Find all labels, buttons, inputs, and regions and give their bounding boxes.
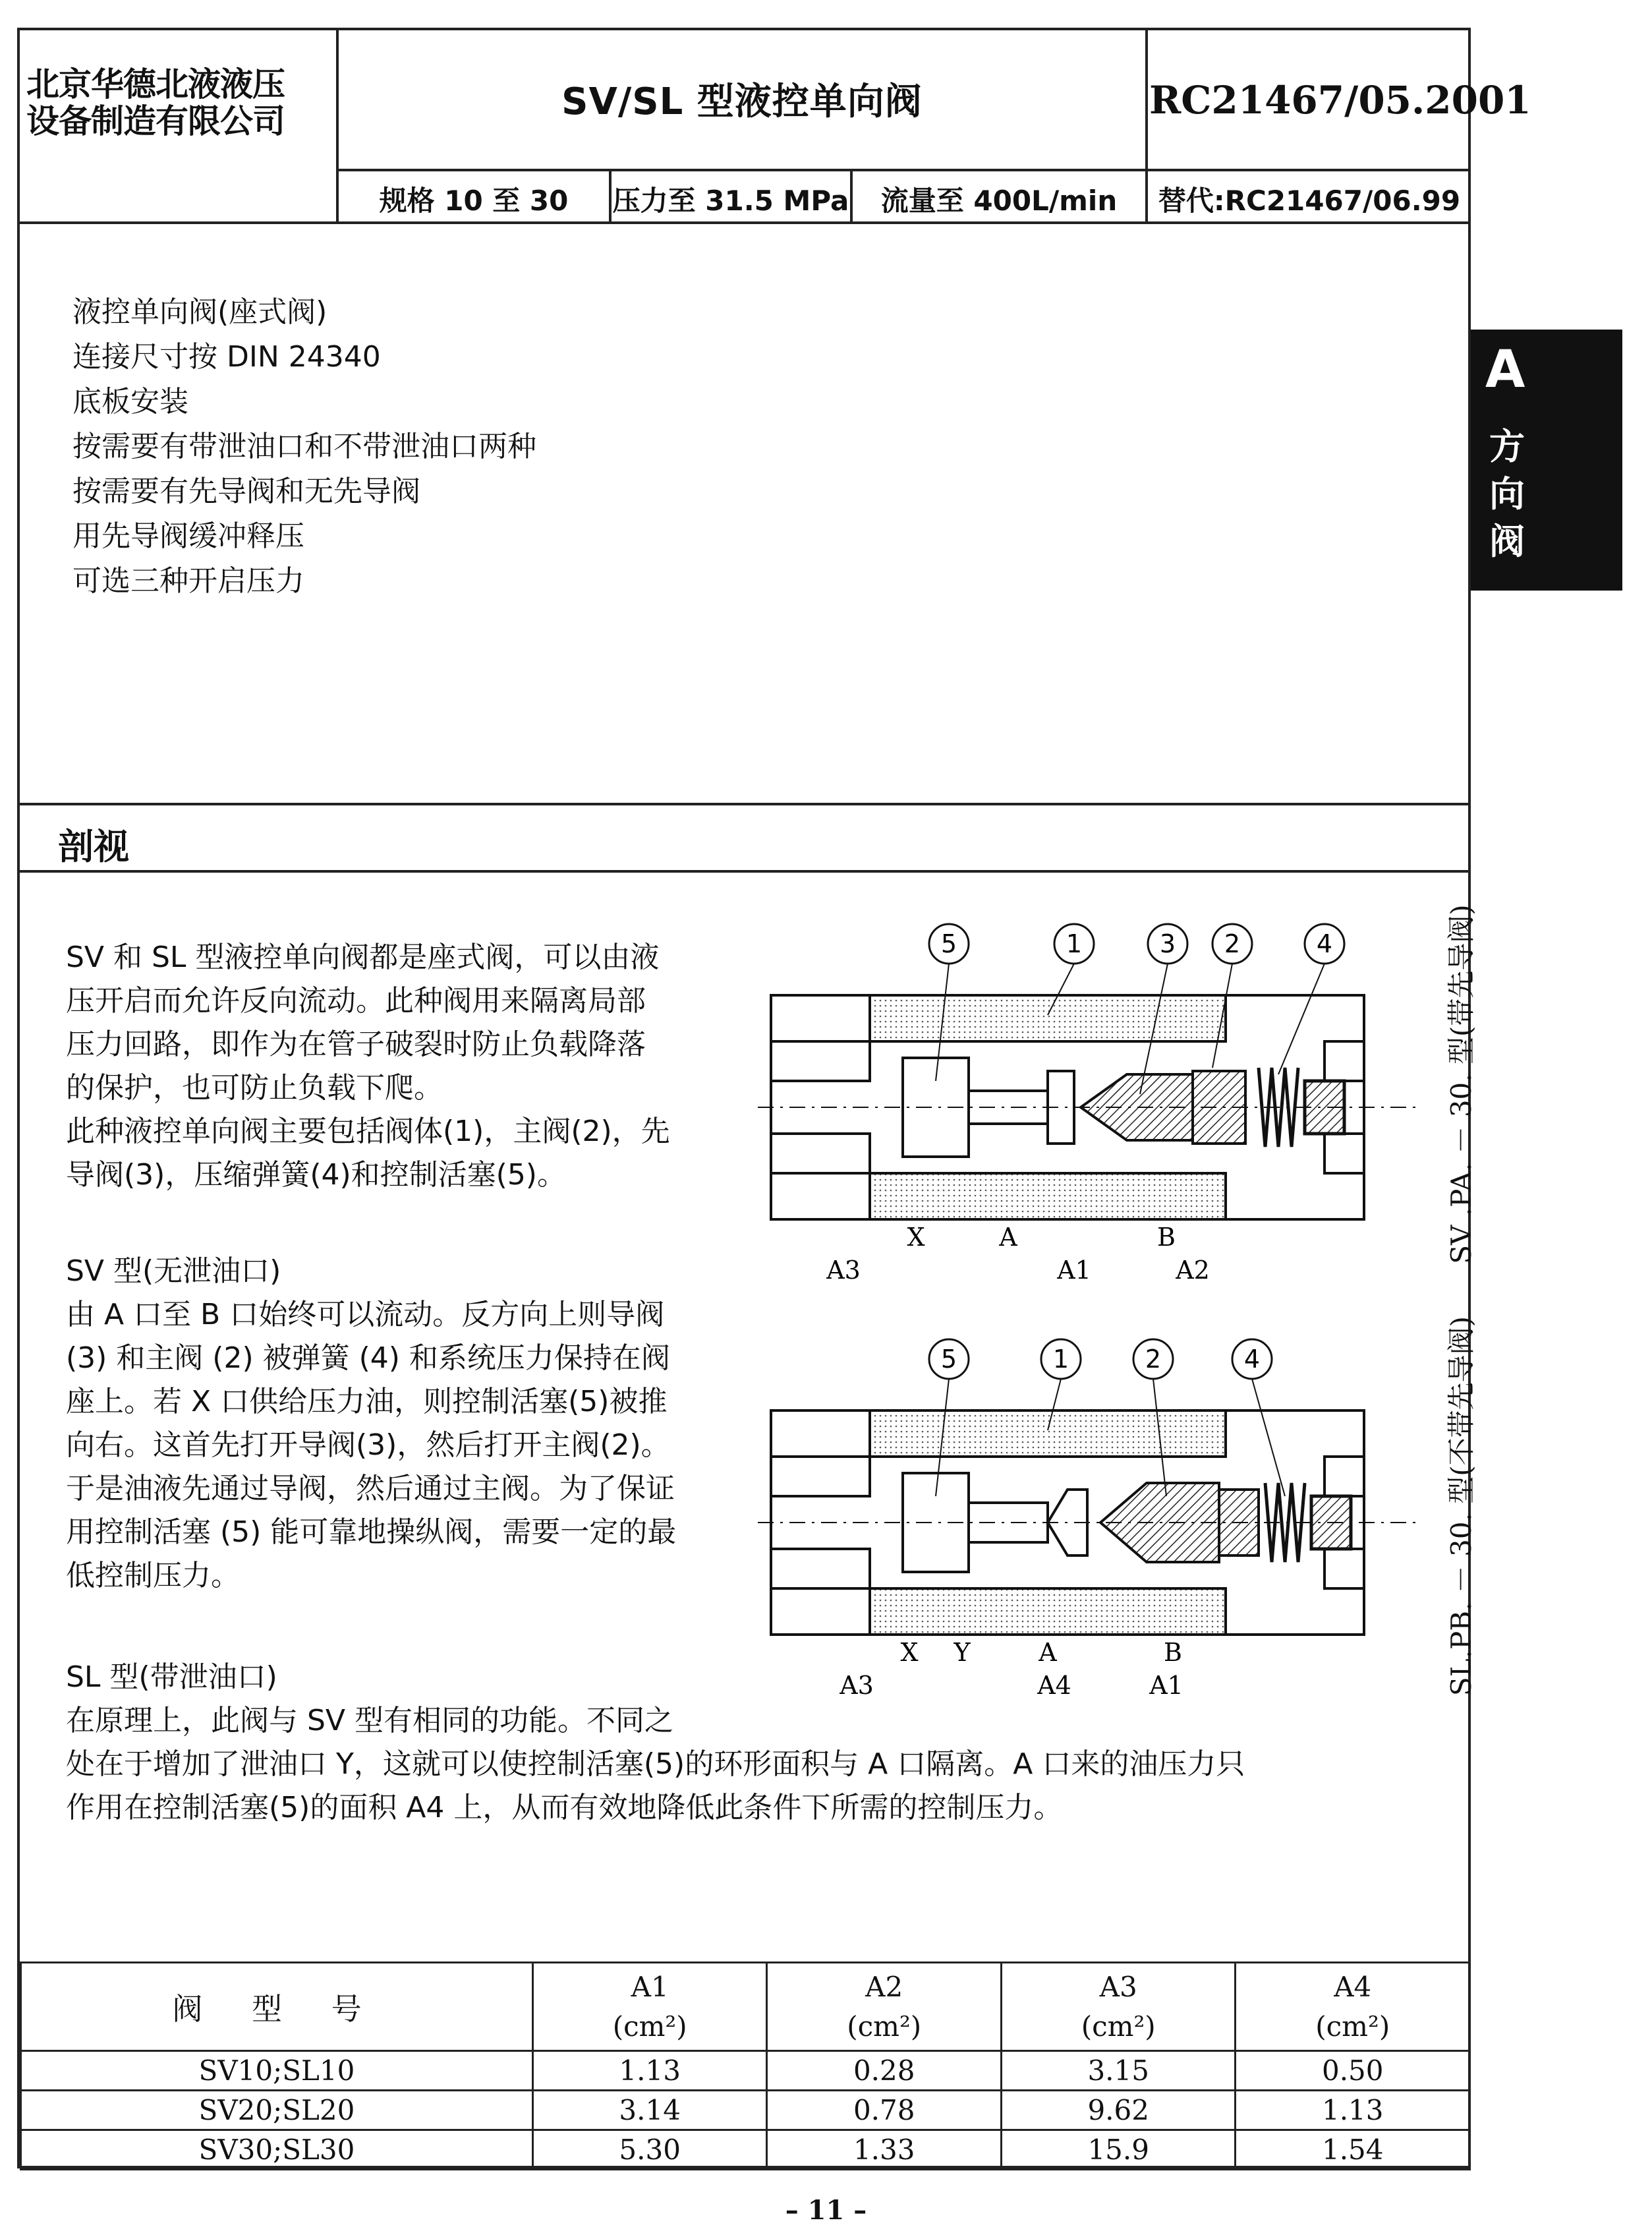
document-title: SV/SL 型液控单向阀 [561,80,923,123]
column-name: A3 [1099,1970,1137,2003]
callout-label: 1 [1052,1345,1069,1374]
table-cell: 1.13 [1236,2091,1470,2130]
table-cell: 3.15 [1001,2051,1236,2091]
table-cell-model: SV20;SL20 [21,2091,533,2130]
section-rule-bottom [17,870,1471,873]
area-label: A3 [840,1671,874,1700]
text-line: 用控制活塞 (5) 能可靠地操纵阀，需要一定的最 [66,1515,677,1549]
text-line: 由 A 口至 B 口始终可以流动。反方向上则导阀 [66,1298,665,1331]
callout-label: 2 [1145,1345,1162,1374]
table-cell-model: SV30;SL30 [21,2130,533,2170]
text-line: 座上。若 X 口供给压力油，则控制活塞(5)被推 [66,1385,668,1418]
callout-label: 2 [1224,929,1241,958]
table-row [21,2091,1470,2130]
column-header-model: 阀 型 号 [21,1963,533,2051]
area-label: A2 [1176,1256,1210,1285]
text-line: 作用在控制活塞(5)的面积 A4 上，从而有效地降低此条件下所需的控制压力。 [66,1791,1063,1824]
text-line: 导阀(3)，压缩弹簧(4)和控制活塞(5)。 [66,1158,566,1192]
port-label: X [907,1223,925,1252]
column-unit: (cm²) [1315,2010,1390,2043]
table-cell: 0.28 [767,2051,1002,2091]
feature-item: 按需要有带泄油口和不带泄油口两种 [72,430,536,463]
callout-label: 3 [1159,929,1176,958]
table-row [21,2051,1470,2091]
table-cell: 3.14 [532,2091,767,2130]
text-line: 低控制压力。 [66,1559,240,1592]
sl-diagram-side-label: SL.PB. － 30. 型(不带先导阀) [1445,1316,1477,1697]
table-cell: 1.54 [1236,2130,1470,2170]
feature-item: 连接尺寸按 DIN 24340 [72,340,381,374]
spec-flow: 流量至 400L/min [880,185,1118,217]
port-labels [826,1223,1210,1285]
table-cell: 0.50 [1236,2051,1470,2091]
company-name [26,66,336,140]
table-cell: 0.78 [767,2091,1002,2130]
table-cell: 9.62 [1001,2091,1236,2130]
feature-item: 按需要有先导阀和无先导阀 [72,475,420,508]
column-unit: (cm²) [847,2010,922,2043]
area-label: A4 [1037,1671,1071,1700]
company-name-line2: 设备制造有限公司 [26,102,285,140]
table-cell: 5.30 [532,2130,767,2170]
text-line: SV 和 SL 型液控单向阀都是座式阀，可以由液 [66,941,660,974]
spec-size: 规格 10 至 30 [379,185,569,217]
column-unit: (cm²) [612,2010,687,2043]
column-name: A1 [631,1970,669,2003]
table-cell: 1.33 [767,2130,1002,2170]
callouts [929,924,1344,964]
sv-section [66,1250,676,1598]
feature-item: 液控单向阀(座式阀) [72,295,328,329]
sl-heading: SL 型(带泄油口) [66,1660,277,1694]
callout-label: 1 [1066,929,1083,958]
category-tab [1471,330,1622,591]
table-row [21,2130,1470,2170]
column-header [532,1963,767,2051]
table-header-row [21,1963,1470,2051]
port-label: Y [954,1638,971,1667]
callout-label: 5 [940,929,957,958]
sv-valve-section-diagram [758,910,1423,1292]
text-line: 于是油液先通过导阀，然后通过主阀。为了保证 [66,1472,675,1505]
callout-label: 5 [940,1345,957,1374]
text-line: 向右。这首先打开导阀(3)，然后打开主阀(2)。 [66,1428,670,1462]
callout-label: 4 [1316,929,1333,958]
feature-item: 底板安装 [72,385,188,419]
header-rule-1 [337,169,1471,171]
table-cell: 1.13 [532,2051,767,2091]
text-line: 压力回路，即作为在管子破裂时防止负载降落 [66,1028,646,1061]
text-line: 的保护，也可防止负载下爬。 [66,1071,443,1105]
area-label: A1 [1149,1671,1183,1700]
port-label: B [1164,1638,1182,1667]
text-line: 压开启而允许反向流动。此种阀用来隔离局部 [66,984,646,1018]
sl-valve-section-diagram [758,1325,1423,1707]
callout-label: 4 [1243,1345,1261,1374]
column-header [1001,1963,1236,2051]
feature-item: 用先导阀缓冲释压 [72,519,304,553]
text-line: 处在于增加了泄油口 Y，这就可以使控制活塞(5)的环形面积与 A 口隔离。A 口来的油压力只 [66,1747,1245,1781]
category-letter: A [1485,340,1525,399]
port-label: X [900,1638,919,1667]
sv-diagram-side-label: SV .PA. － 30. 型(带先导阀) [1445,904,1477,1264]
feature-list [72,290,536,604]
column-header [767,1963,1002,2051]
page-number: – 11 – [785,2195,867,2226]
column-name: A4 [1334,1970,1372,2003]
callouts [929,1339,1272,1379]
area-table [20,1961,1471,2170]
text-line: (3) 和主阀 (2) 被弹簧 (4) 和系统压力保持在阀 [66,1341,670,1375]
feature-item: 可选三种开启压力 [72,564,304,598]
port-label: A [1039,1638,1057,1667]
text-line: 此种液控单向阀主要包括阀体(1)，主阀(2)，先 [66,1115,670,1148]
column-header [1236,1963,1470,2051]
section-rule-top [17,803,1471,805]
header-rule-2 [17,221,1471,224]
company-name-line1: 北京华德北液液压 [26,65,285,103]
category-label: 方向阀 [1489,426,1525,562]
port-label: B [1157,1223,1176,1252]
spec-replaces: 替代:RC21467/06.99 [1158,185,1461,217]
text-line: 在原理上，此阀与 SV 型有相同的功能。不同之 [66,1704,674,1737]
spec-pressure: 压力至 31.5 MPa [612,185,849,217]
column-unit: (cm²) [1081,2010,1156,2043]
port-labels [839,1638,1183,1700]
intro-paragraph [66,936,670,1197]
table-cell: 15.9 [1001,2130,1236,2170]
column-name: A2 [865,1970,903,2003]
sv-heading: SV 型(无泄油口) [66,1254,281,1288]
document-code: RC21467/05.2001 [1149,78,1531,123]
area-label: A3 [826,1256,861,1285]
area-label: A1 [1057,1256,1091,1285]
section-title: 剖视 [58,826,129,867]
port-label: A [999,1223,1017,1252]
table-cell-model: SV10;SL10 [21,2051,533,2091]
